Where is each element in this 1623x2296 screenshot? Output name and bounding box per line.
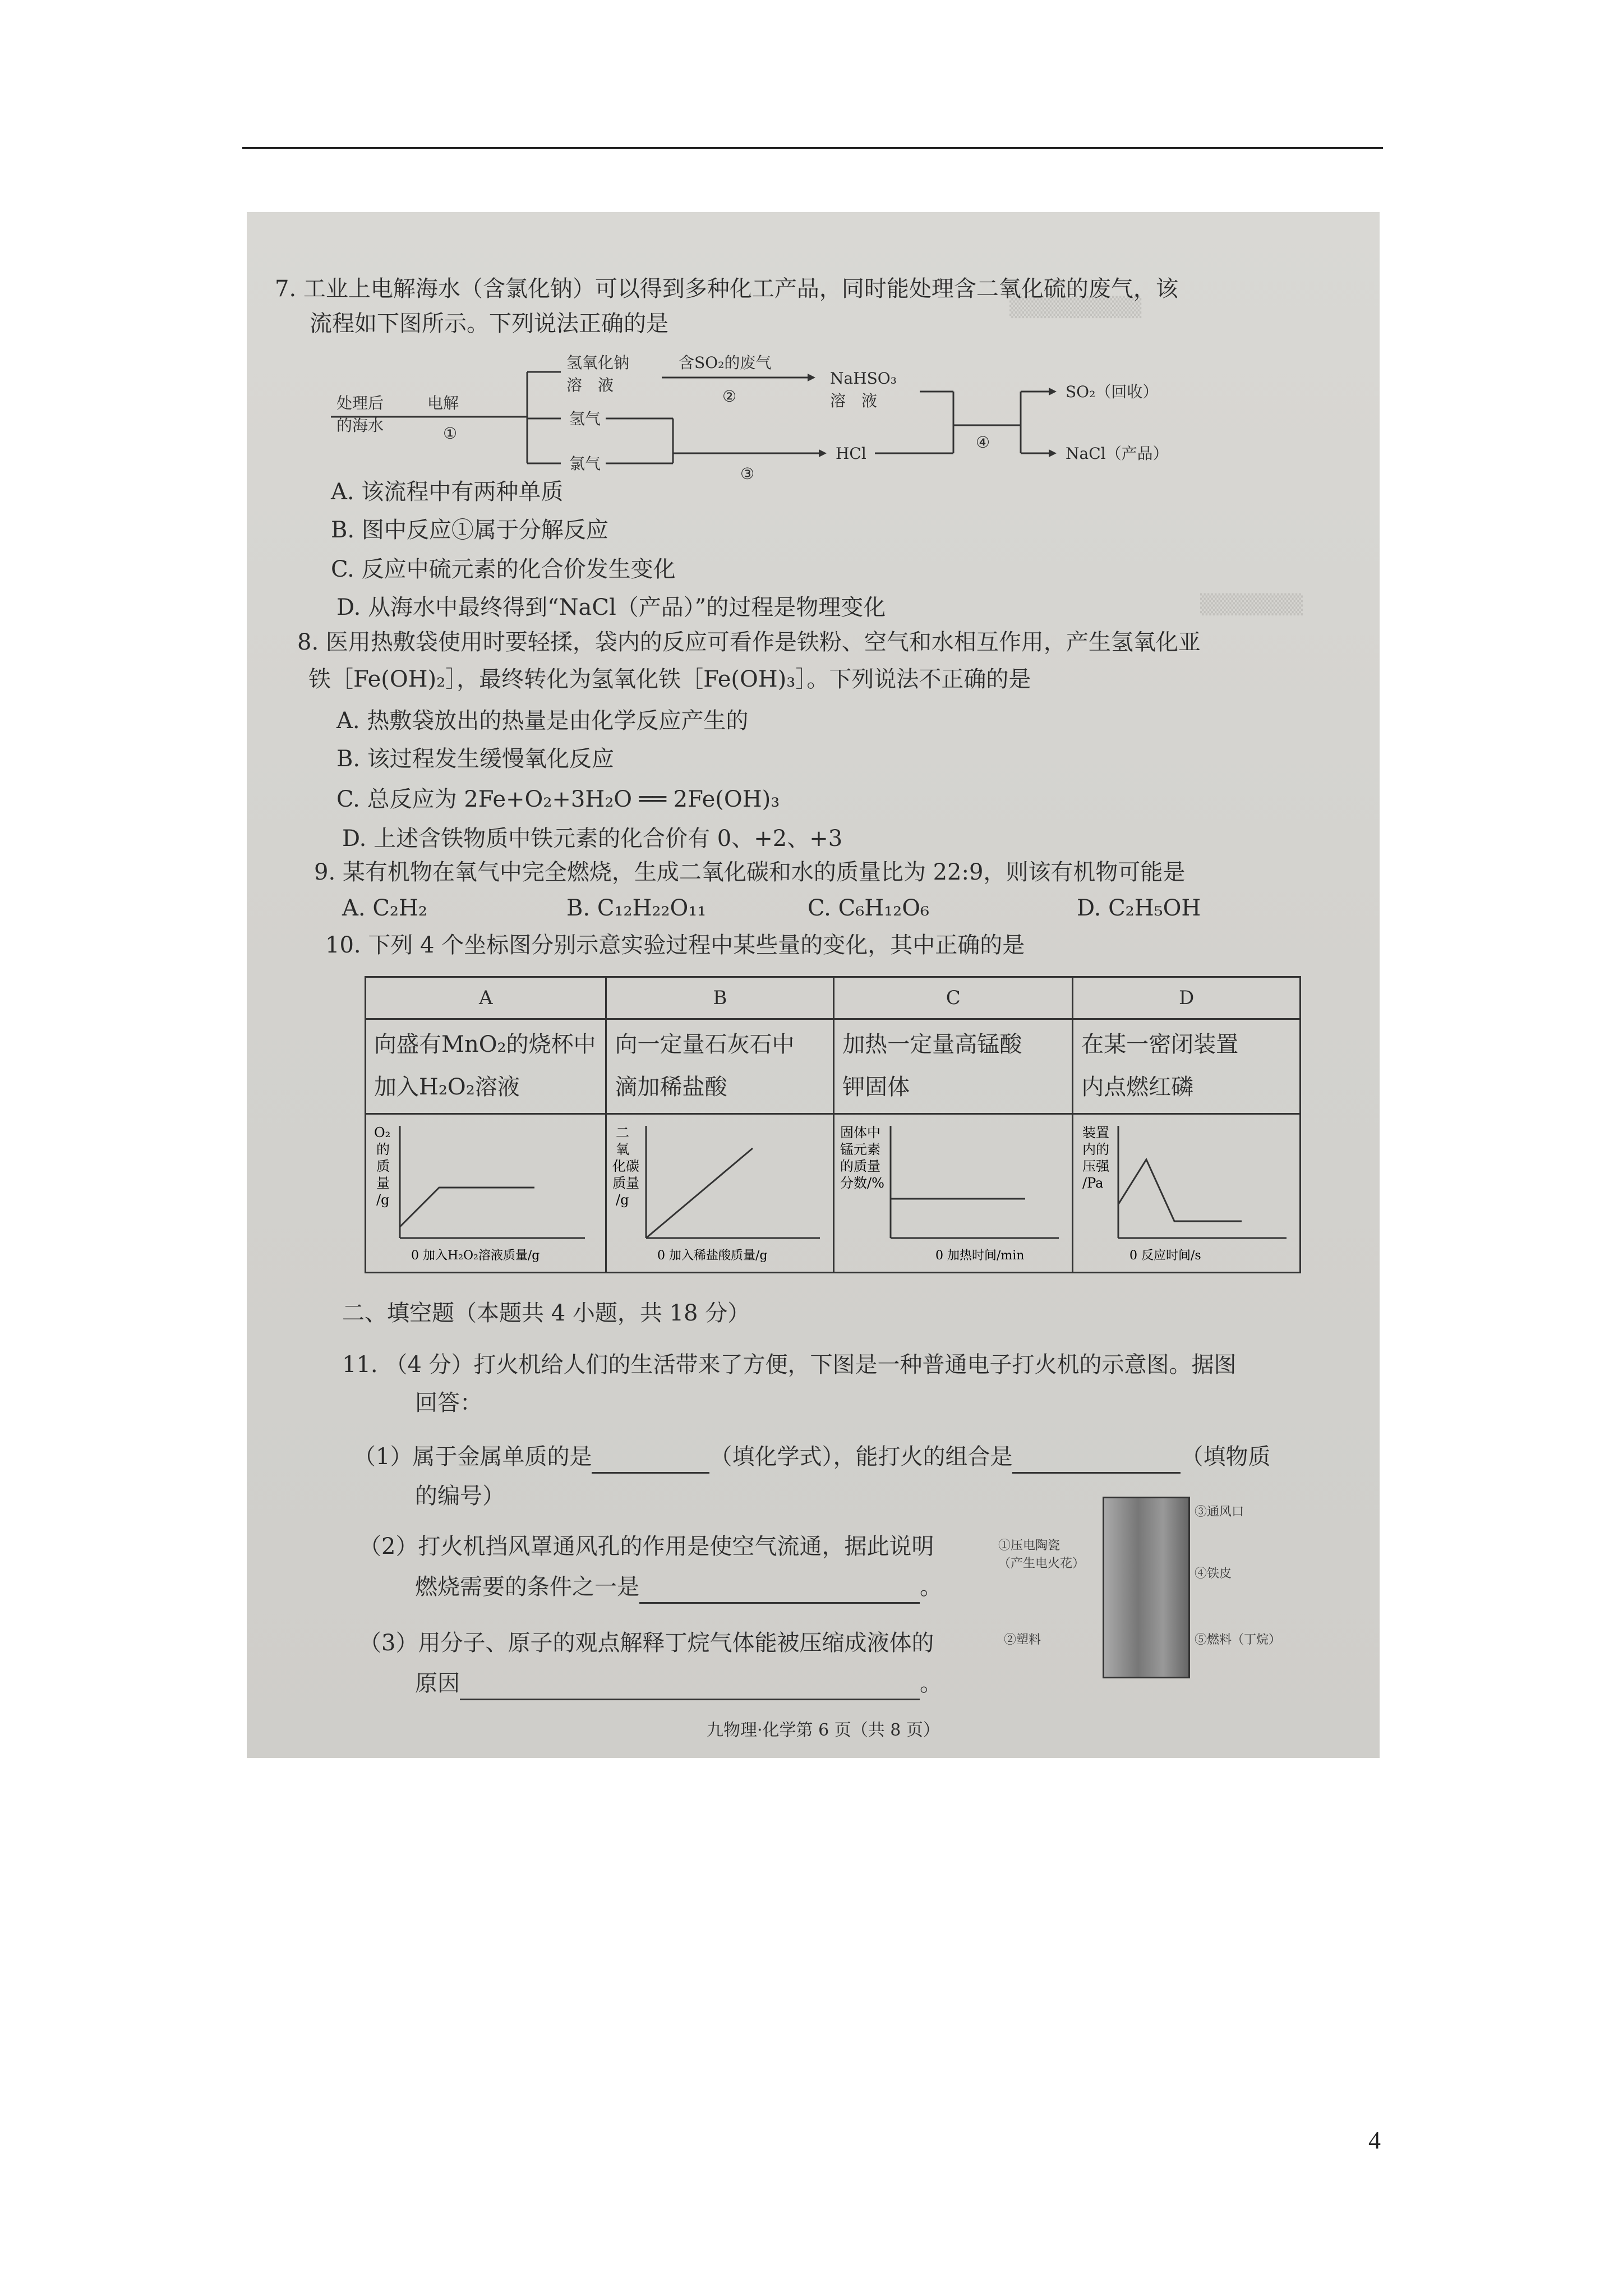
q7-stem-line2: 流程如下图所示。下列说法正确的是 <box>310 311 668 337</box>
q10-graph-d <box>1073 1114 1301 1273</box>
q8-option-a: A. 热敷袋放出的热量是由化学反应产生的 <box>336 708 749 734</box>
q10-head-d: D <box>1073 977 1301 1019</box>
flow-so2-out: SO₂（回收） <box>1066 383 1159 401</box>
flow-step3: ③ <box>740 464 755 483</box>
q7-flow-diagram <box>247 212 1380 493</box>
lighter-label-plastic: ②塑料 <box>1004 1633 1041 1647</box>
q7-option-c: C. 反应中硫元素的化合价发生变化 <box>331 556 676 582</box>
svg-text:分数/%: 分数/% <box>840 1175 885 1191</box>
q8-option-d: D. 上述含铁物质中铁元素的化合价有 0、+2、+3 <box>342 826 843 852</box>
flow-start-bottom: 的海水 <box>336 416 384 435</box>
bleed-through-text: ▒▒▒▒▒▒▒ <box>1200 593 1303 616</box>
lighter-illustration <box>1103 1497 1190 1678</box>
svg-text:/Pa: /Pa <box>1082 1175 1104 1191</box>
flow-step1: ① <box>443 424 458 443</box>
flow-nahso3-top: NaHSO₃ <box>830 369 897 388</box>
q10-graph-c <box>834 1114 1073 1273</box>
q8-stem-line1: 8. 医用热敷袋使用时要轻揉，袋内的反应可看作是铁粉、空气和水相互作用，产生氢氧化亚 <box>297 629 1201 655</box>
flow-nacl-out: NaCl（产品） <box>1066 444 1169 463</box>
header-rule <box>242 147 1383 149</box>
q10-graph-a <box>366 1114 606 1273</box>
q11-part1-line2: 的编号） <box>415 1483 505 1509</box>
q7-option-d: D. 从海水中最终得到“NaCl（产品）”的过程是物理变化 <box>336 595 886 620</box>
q10-head-b: B <box>606 977 834 1019</box>
q11-stem-line2: 回答： <box>415 1390 482 1416</box>
q11-part2-line2: 燃烧需要的条件之一是 。 <box>415 1572 942 1604</box>
flow-step4: ④ <box>976 433 990 452</box>
svg-text:0 反应时间/s: 0 反应时间/s <box>1129 1249 1201 1263</box>
lighter-label-fuel: ⑤燃料（丁烷） <box>1195 1633 1281 1647</box>
q8-option-c: C. 总反应为 2Fe+O₂+3H₂O ══ 2Fe(OH)₃ <box>336 786 780 812</box>
q11-part2-line1: （2）打火机挡风罩通风孔的作用是使空气流通，据此说明 <box>359 1534 934 1559</box>
lighter-label-iron: ④铁皮 <box>1195 1567 1232 1581</box>
q10-desc-b: 向一定量石灰石中 滴加稀盐酸 <box>606 1019 834 1114</box>
q10-desc-d: 在某一密闭装置 内点燃红磷 <box>1073 1019 1301 1114</box>
q10-table <box>365 976 1301 1273</box>
svg-text:量: 量 <box>376 1175 390 1191</box>
q11-stem-line1: 11. （4 分）打火机给人们的生活带来了方便，下图是一种普通电子打火机的示意图。据图 <box>342 1352 1237 1378</box>
svg-text:质: 质 <box>376 1158 390 1174</box>
svg-text:氧: 氧 <box>616 1142 630 1157</box>
flow-electrolysis: 电解 <box>427 394 459 412</box>
section2-heading: 二、填空题（本题共 4 小题，共 18 分） <box>342 1300 750 1326</box>
q11-part1-line1: （1）属于金属单质的是 （填化学式），能打火的组合是 （填物质 <box>353 1442 1270 1474</box>
flow-hcl: HCl <box>836 444 866 463</box>
q8-stem-line2: 铁［Fe(OH)₂］，最终转化为氢氧化铁［Fe(OH)₃］。下列说法不正确的是 <box>308 666 1031 692</box>
svg-text:压强: 压强 <box>1082 1158 1110 1174</box>
bleed-through-text: ▒▒▒▒▒▒▒▒▒ <box>1009 296 1142 319</box>
q8-option-b: B. 该过程发生缓慢氧化反应 <box>336 746 614 772</box>
lighter-label-vent: ③通风口 <box>1195 1505 1244 1519</box>
svg-text:锰元素: 锰元素 <box>840 1142 881 1157</box>
q9-option-d: D. C₂H₅OH <box>1077 895 1201 921</box>
svg-text:O₂: O₂ <box>374 1125 391 1140</box>
flow-naoh-top: 氢氧化钠 <box>566 353 630 372</box>
q10-desc-a: 向盛有MnO₂的烧杯中 加入H₂O₂溶液 <box>366 1019 606 1114</box>
page-number: 4 <box>1368 2127 1381 2154</box>
flow-so2-gas: 含SO₂的废气 <box>679 353 772 372</box>
q7-stem-line1: 7. 工业上电解海水（含氯化钠）可以得到多种化工产品，同时能处理含二氧化硫的废气，该 <box>275 276 1178 302</box>
q11-part3-line2: 原因 。 <box>415 1668 942 1700</box>
svg-text:/g: /g <box>616 1192 629 1208</box>
svg-text:0 加热时间/min: 0 加热时间/min <box>935 1249 1025 1263</box>
svg-text:固体中: 固体中 <box>840 1125 881 1140</box>
flow-step2: ② <box>722 387 737 406</box>
q10-head-a: A <box>366 977 606 1019</box>
q7-option-a: A. 该流程中有两种单质 <box>331 479 564 505</box>
q10-graph-b <box>606 1114 834 1273</box>
lighter-label-piezo-sub: （产生电火花） <box>998 1557 1085 1571</box>
q10-desc-c: 加热一定量高锰酸 钾固体 <box>834 1019 1073 1114</box>
svg-text:的质量: 的质量 <box>840 1158 881 1174</box>
q10-stem: 10. 下列 4 个坐标图分别示意实验过程中某些量的变化，其中正确的是 <box>325 932 1025 958</box>
q9-option-a: A. C₂H₂ <box>342 895 427 921</box>
q9-option-b: B. C₁₂H₂₂O₁₁ <box>566 895 707 921</box>
svg-text:内的: 内的 <box>1082 1142 1110 1157</box>
flow-nahso3-bottom: 溶 液 <box>830 392 878 410</box>
svg-text:质量: 质量 <box>612 1175 640 1191</box>
flow-start-top: 处理后 <box>336 394 384 412</box>
svg-text:二: 二 <box>616 1125 630 1140</box>
flow-cl2: 氯气 <box>569 454 601 473</box>
scanned-exam-photo <box>247 212 1380 1758</box>
q10-head-c: C <box>834 977 1073 1019</box>
q11-part3-line1: （3）用分子、原子的观点解释丁烷气体能被压缩成液体的 <box>359 1630 934 1656</box>
svg-text:的: 的 <box>376 1142 390 1157</box>
q9-option-c: C. C₆H₁₂O₆ <box>808 895 930 921</box>
svg-text:装置: 装置 <box>1082 1125 1110 1140</box>
lighter-label-piezo: ①压电陶瓷 <box>998 1539 1061 1553</box>
flow-naoh-bottom: 溶 液 <box>566 376 614 394</box>
exam-footer: 九物理·化学第 6 页（共 8 页） <box>707 1720 940 1740</box>
svg-text:/g: /g <box>376 1192 390 1208</box>
flow-h2: 氢气 <box>569 409 601 428</box>
svg-text:0 加入稀盐酸质量/g: 0 加入稀盐酸质量/g <box>657 1249 768 1263</box>
svg-text:0 加入H₂O₂溶液质量/g: 0 加入H₂O₂溶液质量/g <box>411 1249 540 1263</box>
q7-option-b: B. 图中反应①属于分解反应 <box>331 517 608 543</box>
svg-text:化碳: 化碳 <box>612 1158 640 1174</box>
q9-stem: 9. 某有机物在氧气中完全燃烧，生成二氧化碳和水的质量比为 22:9，则该有机物可能是 <box>314 859 1186 885</box>
